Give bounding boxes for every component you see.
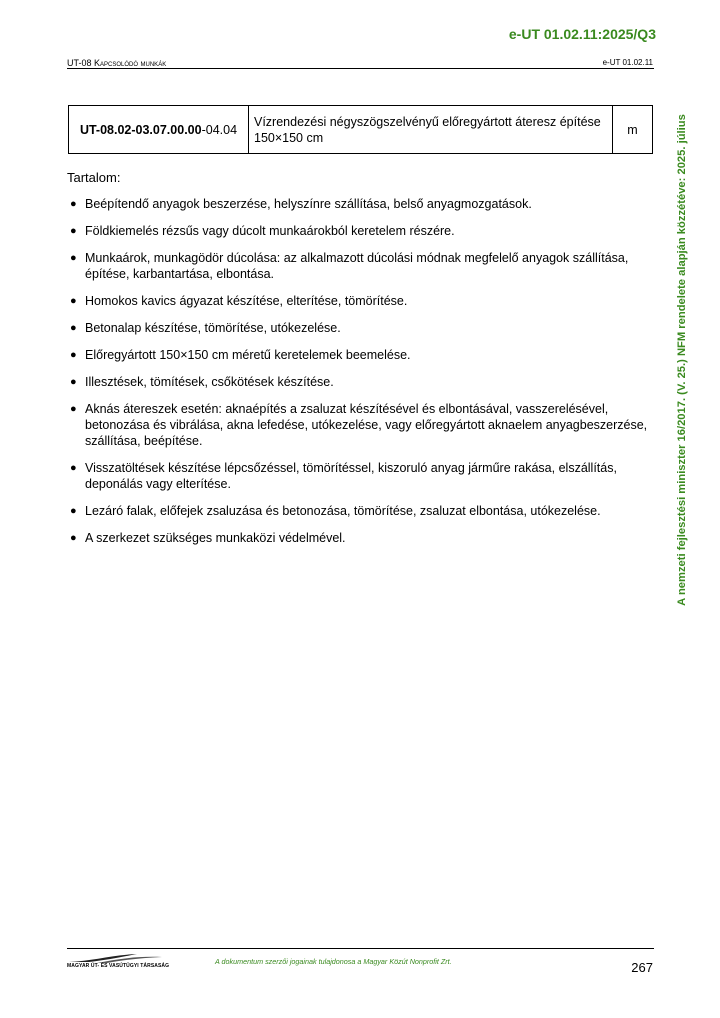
bullet-icon: ● [70, 252, 77, 264]
list-item-text: Visszatöltések készítése lépcsőzéssel, tömörítéssel, kiszoruló anyag járműre rakása, elszállítás, deponálás vagy elterítése. [85, 461, 617, 491]
list-item [67, 460, 652, 492]
copyright-notice: A dokumentum szerzői jogainak tulajdonosa a Magyar Közút Nonprofit Zrt. [215, 957, 452, 966]
bullet-icon: ● [70, 462, 77, 474]
page-number: 267 [631, 960, 653, 975]
list-item-text: Lezáró falak, előfejek zsaluzása és betonozása, tömörítése, zsaluzat elbontása, utókezelése. [85, 504, 601, 518]
item-code-main: UT-08.02-03.07.00.00 [79, 122, 202, 137]
list-item [67, 347, 652, 363]
footer-rule [67, 948, 654, 949]
bullet-icon: ● [70, 505, 77, 517]
bullet-icon: ● [70, 322, 77, 334]
content-list [67, 196, 652, 557]
list-item [67, 320, 652, 336]
list-item [67, 223, 652, 239]
bullet-icon: ● [70, 295, 77, 307]
item-row [69, 106, 653, 154]
list-item [67, 293, 652, 309]
list-item-text: Aknás átereszek esetén: aknaépítés a zsaluzat készítésével és elbontásával, vasszerelésével, betonozása és vibrálása, akna lefedése, utókezelése, vagy előregyártott aknaelem anyagbeszerzése, szállítása, beépítése. [85, 402, 648, 448]
bullet-icon: ● [70, 225, 77, 237]
document-code: e-UT 01.02.11:2025/Q3 [508, 26, 656, 42]
header-rule [67, 68, 654, 69]
bullet-icon: ● [70, 403, 77, 415]
publication-side-note: A nemzeti fejlesztési miniszter 16/2017. (V. 25.) NFM rendelete alapján közzétéve: 2025. július [676, 114, 688, 606]
society-logo [67, 952, 170, 974]
header-doc-code: e-UT 01.02.11 [602, 58, 653, 67]
list-item [67, 401, 652, 449]
item-code-suffix: -04.04 [201, 122, 238, 137]
item-description: Vízrendezési négyszögszelvényű előregyártott áteresz építése 150×150 cm [249, 106, 613, 154]
list-item [67, 503, 652, 519]
list-item [67, 530, 652, 546]
list-item-text: Előregyártott 150×150 cm méretű keretelemek beemelése. [85, 348, 411, 362]
list-item [67, 250, 652, 282]
list-item-text: Munkaárok, munkagödör dúcolása: az alkalmazott dúcolási módnak megfelelő anyagok szállítása, építése, karbantartása, elbontása. [85, 251, 629, 281]
list-item-text: Betonalap készítése, tömörítése, utókezelése. [85, 321, 341, 335]
chapter-title: UT-08 Kapcsolódó munkák [67, 58, 167, 68]
item-code-cell [69, 106, 249, 154]
bullet-icon: ● [70, 349, 77, 361]
list-item [67, 374, 652, 390]
running-header [67, 58, 653, 68]
item-table [68, 105, 653, 154]
content-label: Tartalom: [67, 170, 121, 185]
list-item-text: Földkiemelés rézsűs vagy dúcolt munkaárokból keretelem részére. [85, 224, 455, 238]
list-item-text: Beépítendő anyagok beszerzése, helyszínre szállítása, belső anyagmozgatások. [85, 197, 532, 211]
list-item [67, 196, 652, 212]
item-unit: m [613, 106, 653, 154]
bullet-icon: ● [70, 376, 77, 388]
list-item-text: Homokos kavics ágyazat készítése, elterítése, tömörítése. [85, 294, 408, 308]
bullet-icon: ● [70, 532, 77, 544]
list-item-text: Illesztések, tömítések, csőkötések készítése. [85, 375, 334, 389]
bullet-icon: ● [70, 198, 77, 210]
list-item-text: A szerkezet szükséges munkaközi védelmével. [85, 531, 346, 545]
logo-text: MAGYAR ÚT- ÉS VASÚTÜGYI TÁRSASÁG [67, 963, 170, 969]
